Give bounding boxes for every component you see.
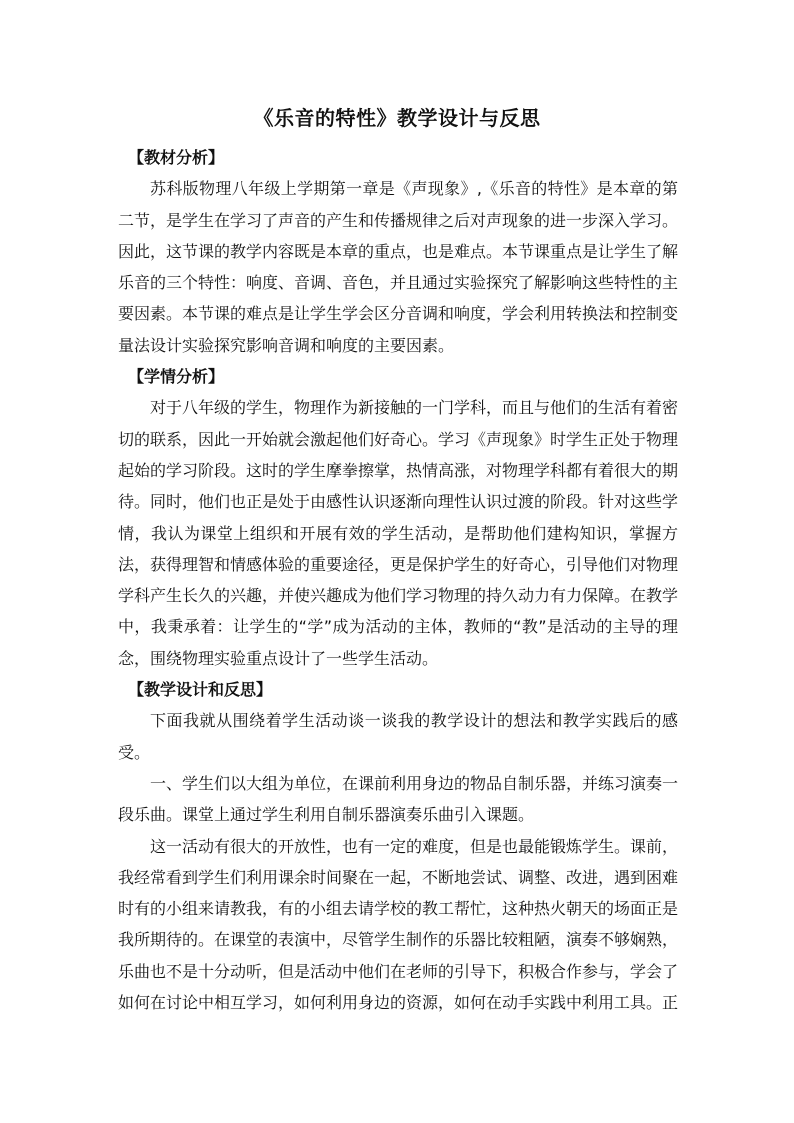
section-heading: 【学情分析】 — [128, 367, 225, 387]
paragraph: 下面我就从围绕着学生活动谈一谈我的教学设计的想法和教学实践后的感受。 — [118, 711, 678, 762]
paragraph: 这一活动有很大的开放性，也有一定的难度，但是也最能锻炼学生。课前，我经常看到学生们利用课余时间聚在一起，不断地尝试、调整、改进，遇到困难时有的小组来请教我，有的小组去请学校的教工帮忙，这种热火朝天的场面正是我所期待的。在课堂的表演中，尽管学生制作的乐器比较粗陋，演奏不够娴熟，乐曲也不是十分动听，但是活动中他们在老师的引导下，积极合作参与，学会了如何在讨论中相互学习，如何利用身边的资源，如何在动手实践中利用工具。正 — [118, 836, 679, 1013]
paragraph: 对于八年级的学生，物理作为新接触的一门学科，而且与他们的生活有着密切的联系，因此一开始就会激起他们好奇心。学习《声现象》时学生正处于物理起始的学习阶段。这时的学生摩拳擦掌，热情高涨，对物理学科都有着很大的期待。同时，他们也正是处于由感性认识逐渐向理性认识过渡的阶段。针对这些学情，我认为课堂上组织和开展有效的学生活动，是帮助他们建构知识，掌握方法，获得理智和情感体验的重要途径，更是保护学生的好奇心，引导他们对物理学科产生长久的兴趣，并使兴趣成为他们学习物理的持久动力有力保障。在教学中，我秉承着：让学生的“学”成为活动的主体，教师的“教”是活动的主导的理念，围绕物理实验重点设计了一些学生活动。 — [118, 398, 679, 668]
document-title: 《乐音的特性》教学设计与反思 — [253, 106, 541, 130]
document-body — [118, 142, 678, 1018]
section-heading: 【教学设计和反思】 — [128, 680, 273, 700]
paragraph: 苏科版物理八年级上学期第一章是《声现象》,《乐音的特性》是本章的第二节，是学生在学习了声音的产生和传播规律之后对声现象的进一步深入学习。因此，这节课的教学内容既是本章的重点，也是难点。本节课重点是让学生了解乐音的三个特性：响度、音调、音色，并且通过实验探究了解影响这些特性的主要因素。本节课的难点是让学生学会区分音调和响度，学会利用转换法和控制变量法设计实验探究影响音调和响度的主要因素。 — [118, 179, 679, 355]
section-design-reflection — [118, 674, 678, 1018]
section-heading: 【教材分析】 — [128, 148, 225, 167]
section-student-analysis — [118, 361, 678, 674]
section-textbook-analysis — [118, 142, 678, 361]
paragraph: 一、学生们以大组为单位，在课前利用身边的物品自制乐器，并练习演奏一段乐曲。课堂上通过学生利用自制乐器演奏乐曲引入课题。 — [118, 773, 679, 825]
